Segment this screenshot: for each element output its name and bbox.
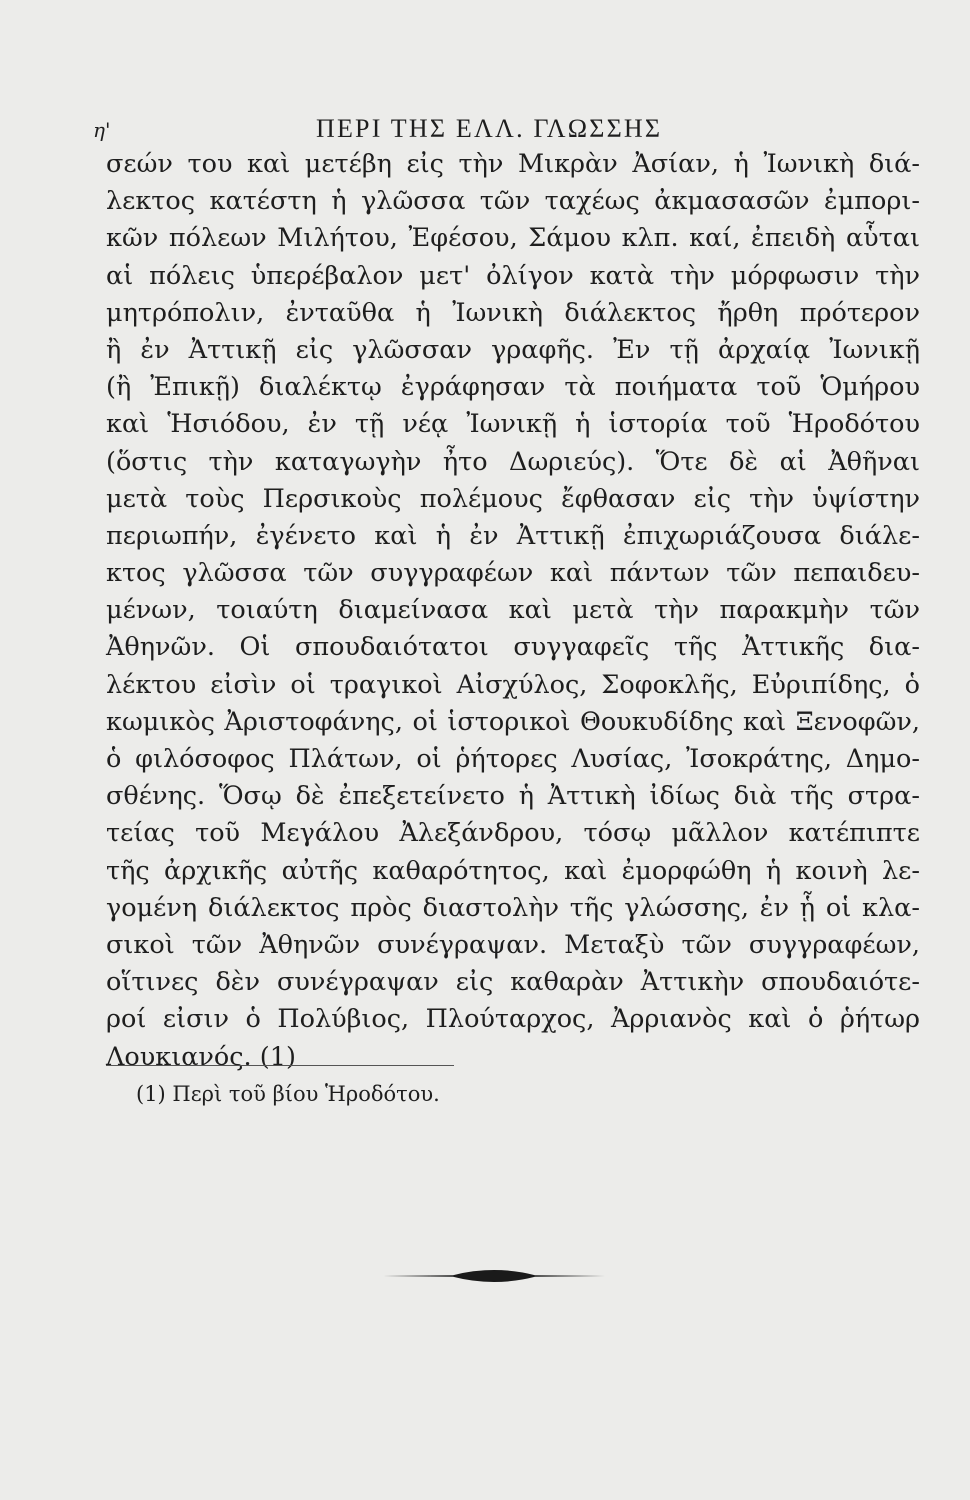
text-line: κῶν πόλεων Μιλήτου, Ἐφέσου, Σάμου κλπ. καί, ἐπειδὴ αὗται	[106, 223, 920, 254]
text-line: καὶ Ἡσιόδου, ἐν τῇ νέᾳ Ἰωνικῇ ἡ ἱστορία τοῦ Ἡροδότου	[106, 409, 920, 440]
footnote: (1) Περὶ τοῦ βίου Ἡροδότου.	[136, 1082, 440, 1106]
page-number: η'	[93, 118, 111, 142]
text-line: ὁ φιλόσοφος Πλάτων, οἱ ῥήτορες Λυσίας, Ἰσοκράτης, Δημο-	[106, 744, 920, 774]
ornament-divider	[383, 1268, 605, 1284]
footnote-rule	[106, 1065, 454, 1066]
text-line-last	[106, 1039, 920, 1076]
text-line: (ἢ Ἐπικῇ) διαλέκτῳ ἐγράφησαν τὰ ποιήματα τοῦ Ὁμήρου	[106, 372, 920, 403]
text-line: κωμικὸς Ἀριστοφάνης, οἱ ἱστορικοὶ Θουκυδίδης καὶ Ξενοφῶν,	[106, 706, 920, 737]
footnote-reference: (1)	[259, 1041, 296, 1072]
text-line: λεκτος κατέστη ἡ γλῶσσα τῶν ταχέως ἀκμασασῶν ἐμπορι-	[106, 186, 920, 217]
text-line: Ἀθηνῶν. Οἱ σπουδαιότατοι συγγαφεῖς τῆς Ἀττικῆς δια-	[106, 632, 920, 663]
text-line: μητρόπολιν, ἐνταῦθα ἡ Ἰωνικὴ διάλεκτος ἤρθη πρότερον	[106, 297, 920, 328]
text-line: γομένη διάλεκτος πρὸς διαστολὴν τῆς γλώσσης, ἐν ᾗ οἱ κλα-	[106, 892, 920, 923]
text-line: (ὅστις τὴν καταγωγὴν ἦτο Δωριεύς). Ὅτε δὲ αἱ Ἀθῆναι	[106, 446, 920, 477]
text-line: κτος γλῶσσα τῶν συγγραφέων καὶ πάντων τῶν πεπαιδευ-	[106, 558, 920, 589]
running-title: ΠΕΡΙ ΤΗΣ ΕΛΛ. ΓΛΩΣΣΗΣ	[316, 114, 663, 143]
text-line: αἱ πόλεις ὑπερέβαλον μετ' ὀλίγον κατὰ τὴν μόρφωσιν τὴν	[106, 260, 920, 291]
text-line: λέκτου εἰσὶν οἱ τραγικοὶ Αἰσχύλος, Σοφοκλῆς, Εὐριπίδης, ὁ	[106, 669, 920, 700]
text-line: σεών του καὶ μετέβη εἰς τὴν Μικρὰν Ἀσίαν, ἡ Ἰωνικὴ διά-	[106, 149, 920, 179]
body-text	[106, 146, 920, 1076]
text-line: μετὰ τοὺς Περσικοὺς πολέμους ἔφθασαν εἰς τὴν ὑψίστην	[106, 483, 920, 514]
text-line: ροί εἰσιν ὁ Πολύβιος, Πλούταρχος, Ἀρριανὸς καὶ ὁ ῥήτωρ	[106, 1004, 920, 1035]
text-line: σθένης. Ὅσῳ δὲ ἐπεξετείνετο ἡ Ἀττικὴ ἰδίως διὰ τῆς στρα-	[106, 781, 920, 812]
text-line: οἵτινες δὲν συνέγραψαν εἰς καθαρὰν Ἀττικὴν σπουδαιότε-	[106, 967, 920, 998]
last-line-text: Λουκιανός.	[106, 1041, 252, 1072]
text-line: τείας τοῦ Μεγάλου Ἀλεξάνδρου, τόσῳ μᾶλλον κατέπιπτε	[106, 818, 920, 849]
text-line: σικοὶ τῶν Ἀθηνῶν συνέγραψαν. Μεταξὺ τῶν συγγραφέων,	[106, 929, 920, 960]
text-line: μένων, τοιαύτη διαμείνασα καὶ μετὰ τὴν παρακμὴν τῶν	[106, 595, 920, 626]
text-line: ἢ ἐν Ἀττικῇ εἰς γλῶσσαν γραφῆς. Ἐν τῇ ἀρχαίᾳ Ἰωνικῇ	[106, 334, 920, 365]
text-line: τῆς ἀρχικῆς αὐτῆς καθαρότητος, καὶ ἐμορφώθη ἡ κοινὴ λε-	[106, 855, 920, 886]
text-line: περιωπήν, ἐγένετο καὶ ἡ ἐν Ἀττικῇ ἐπιχωριάζουσα διάλε-	[106, 520, 920, 551]
